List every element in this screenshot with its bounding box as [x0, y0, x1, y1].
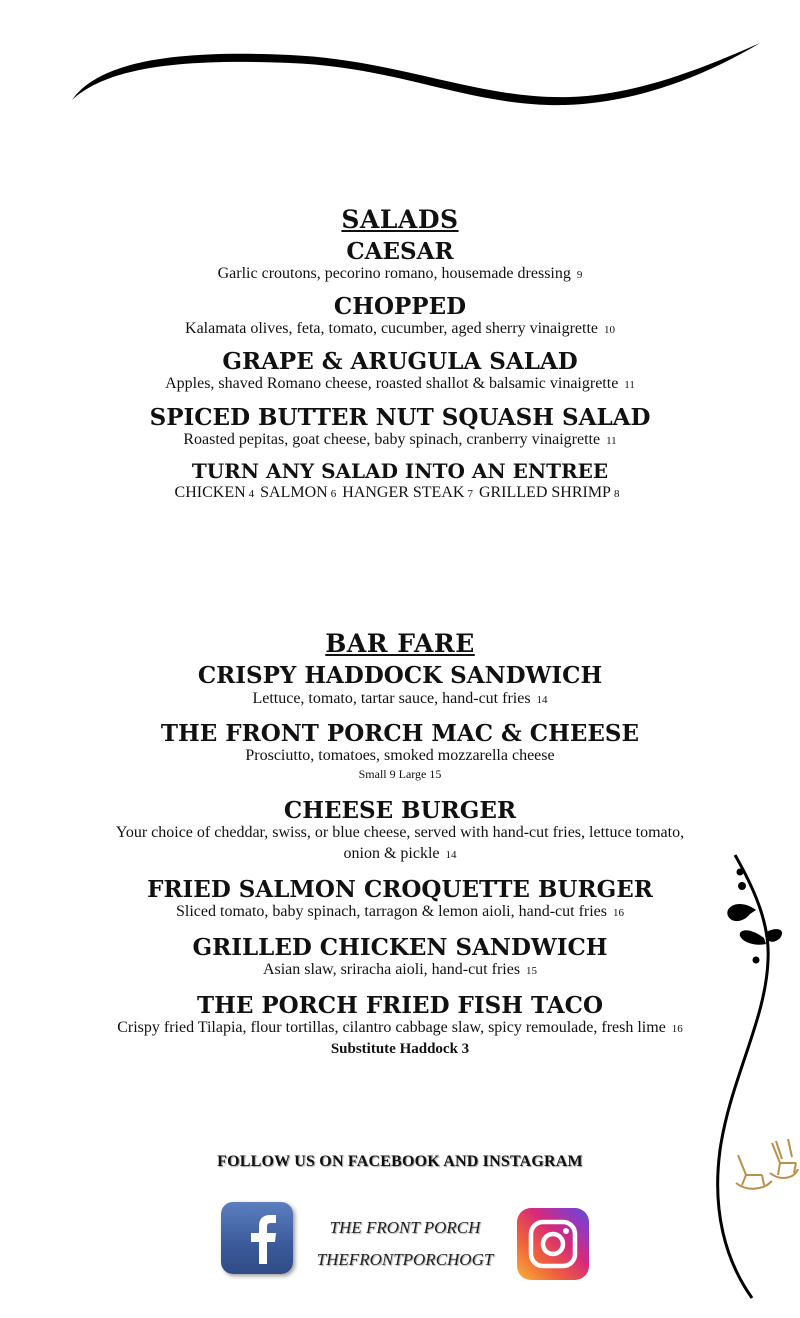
- price: 11: [624, 379, 635, 391]
- bar-fare-title: BAR FARE: [325, 629, 475, 658]
- price: 14: [536, 694, 548, 706]
- price: 16: [613, 907, 624, 919]
- salad-item-description: Kalamata olives, feta, tomato, cucumber, aged sherry vinaigrette 10: [185, 320, 615, 337]
- salad-item-name: SPICED BUTTER NUT SQUASH SALAD: [149, 404, 651, 431]
- facebook-icon[interactable]: [221, 1202, 293, 1274]
- bar-item-description: Your choice of cheddar, swiss, or blue cheese, served with hand-cut fries, lettuce tomato,: [115, 824, 685, 841]
- price: 9: [576, 269, 583, 281]
- bar-item-name: THE PORCH FRIED FISH TACO: [196, 992, 604, 1019]
- bar-item-description: onion & pickle 14: [343, 845, 457, 862]
- entree-addons: CHICKEN 4 SALMON 6 HANGER STEAK 7 GRILLED SHRIMP 8: [174, 484, 620, 501]
- instagram-icon[interactable]: [517, 1208, 589, 1280]
- bar-item-description: Crispy fried Tilapia, flour tortillas, cilantro cabbage slaw, spicy remoulade, fresh lime 16: [117, 1019, 683, 1036]
- facebook-page-name[interactable]: THE FRONT PORCH: [329, 1218, 481, 1237]
- instagram-handle[interactable]: THEFRONTPORCHOGT: [316, 1250, 494, 1269]
- salad-item-name: CAESAR: [346, 238, 454, 265]
- price: 10: [603, 324, 615, 336]
- salad-item-description: Roasted pepitas, goat cheese, baby spinach, cranberry vinaigrette 11: [183, 431, 617, 448]
- salad-item-description: Garlic croutons, pecorino romano, housemade dressing 9: [217, 265, 583, 282]
- price: 15: [526, 965, 538, 977]
- bar-item-description: Asian slaw, sriracha aioli, hand-cut fries 15: [262, 961, 538, 978]
- bar-item-sizes: Small 9 Large 15: [358, 767, 442, 781]
- follow-us-text: FOLLOW US ON FACEBOOK AND INSTAGRAM: [217, 1153, 583, 1170]
- bar-item-description: Lettuce, tomato, tartar sauce, hand-cut fries 14: [252, 690, 548, 707]
- bar-item-name: FRIED SALMON CROQUETTE BURGER: [147, 876, 653, 903]
- bar-item-name: THE FRONT PORCH MAC & CHEESE: [160, 720, 640, 747]
- price: 14: [445, 849, 457, 861]
- bar-item-description: Prosciutto, tomatoes, smoked mozzarella cheese: [245, 747, 555, 764]
- salads-title: SALADS: [341, 205, 459, 234]
- bar-item-name: CHEESE BURGER: [283, 797, 517, 824]
- entree-title: TURN ANY SALAD INTO AN ENTREE: [191, 459, 609, 483]
- salad-item-name: CHOPPED: [333, 293, 467, 320]
- bar-item-name: GRILLED CHICKEN SANDWICH: [192, 934, 608, 961]
- price: 11: [606, 435, 617, 447]
- salad-item-description: Apples, shaved Romano cheese, roasted shallot & balsamic vinaigrette 11: [165, 375, 635, 392]
- bar-item-name: CRISPY HADDOCK SANDWICH: [197, 662, 603, 689]
- price: 16: [671, 1023, 683, 1035]
- bar-item-description: Sliced tomato, baby spinach, tarragon & lemon aioli, hand-cut fries 16: [176, 903, 624, 920]
- top-swoosh-decoration: [60, 35, 770, 110]
- vine-flourish-decoration: [700, 850, 800, 1310]
- substitute-note: Substitute Haddock 3: [330, 1041, 470, 1057]
- salad-item-name: GRAPE & ARUGULA SALAD: [222, 348, 578, 375]
